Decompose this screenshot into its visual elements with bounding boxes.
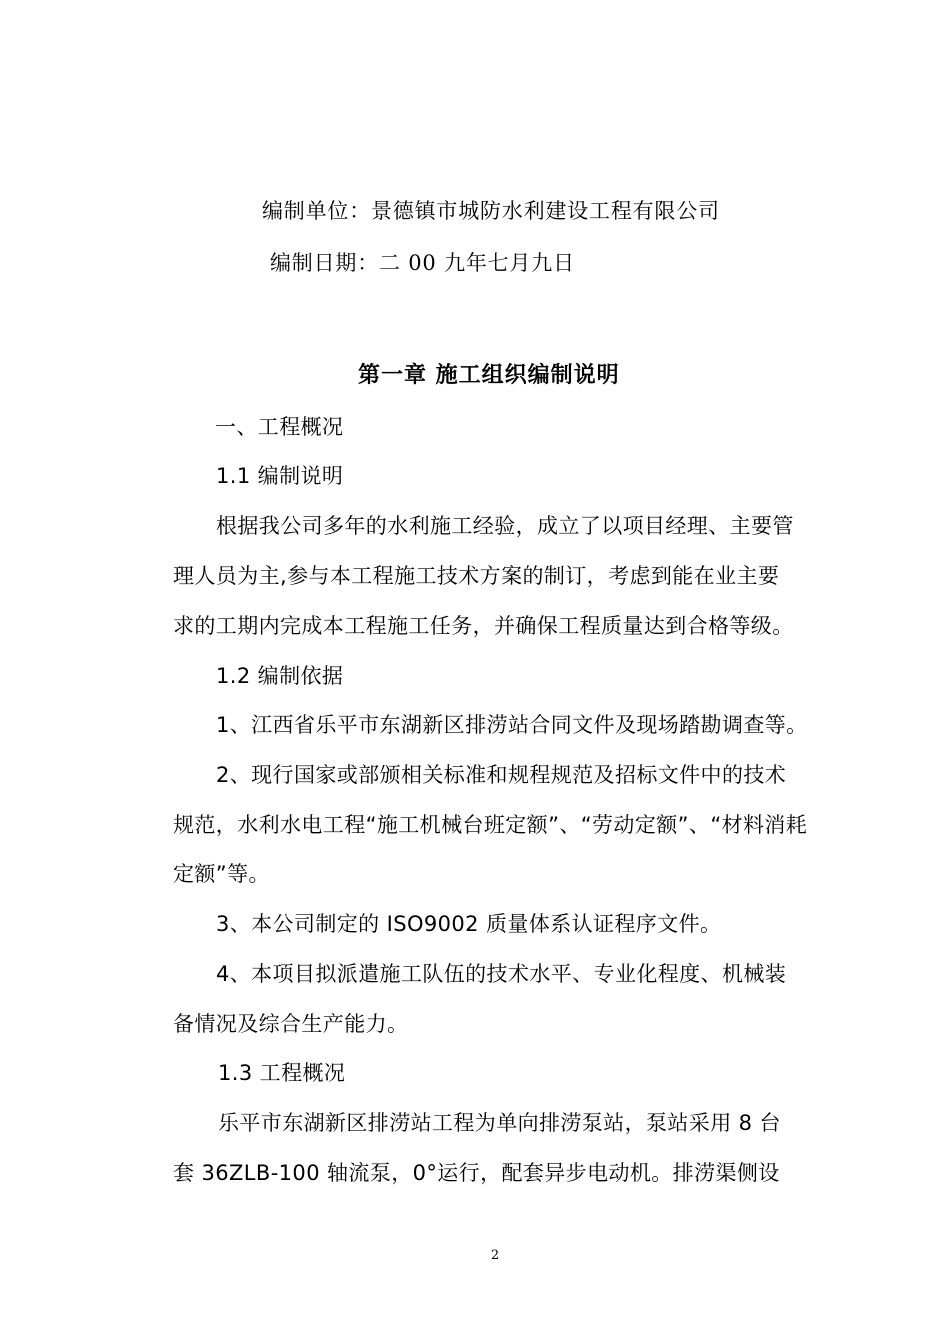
section-heading: 一、工程概况 bbox=[215, 415, 344, 439]
paragraph-line: 求的工期内完成本工程施工任务，并确保工程质量达到合格等级。 bbox=[173, 614, 794, 638]
paragraph-line: 定额”等。 bbox=[173, 862, 270, 886]
paragraph-line: 规范，水利水电工程“施工机械台班定额”、“劳动定额”、“材料消耗 bbox=[173, 813, 808, 837]
compiler-unit: 编制单位：景德镇市城防水利建设工程有限公司 bbox=[262, 199, 720, 223]
paragraph-line: 理人员为主,参与本工程施工技术方案的制订，考虑到能在业主要 bbox=[173, 564, 780, 588]
paragraph-line: 3、本公司制定的 ISO9002 质量体系认证程序文件。 bbox=[216, 912, 722, 936]
paragraph-line: 4、本项目拟派遣施工队伍的技术水平、专业化程度、机械装 bbox=[216, 962, 787, 986]
compile-date: 编制日期：二 00 九年七月九日 bbox=[270, 251, 575, 275]
paragraph-line: 1、江西省乐平市东湖新区排涝站合同文件及现场踏勘调查等。 bbox=[216, 713, 808, 737]
paragraph-line: 根据我公司多年的水利施工经验，成立了以项目经理、主要管 bbox=[216, 514, 794, 538]
chapter-title: 第一章 施工组织编制说明 bbox=[358, 363, 620, 388]
paragraph-line: 套 36ZLB-100 轴流泵，0°运行，配套异步电动机。排涝渠侧设 bbox=[173, 1161, 780, 1185]
subsection-heading: 1.3 工程概况 bbox=[218, 1061, 346, 1085]
paragraph-line: 乐平市东湖新区排涝站工程为单向排涝泵站，泵站采用 8 台 bbox=[218, 1111, 781, 1135]
page-number: 2 bbox=[490, 1248, 500, 1263]
subsection-heading: 1.2 编制依据 bbox=[216, 664, 344, 688]
subsection-heading: 1.1 编制说明 bbox=[216, 464, 344, 488]
paragraph-line: 备情况及综合生产能力。 bbox=[173, 1012, 409, 1036]
paragraph-line: 2、现行国家或部颁相关标准和规程规范及招标文件中的技术 bbox=[216, 763, 787, 787]
